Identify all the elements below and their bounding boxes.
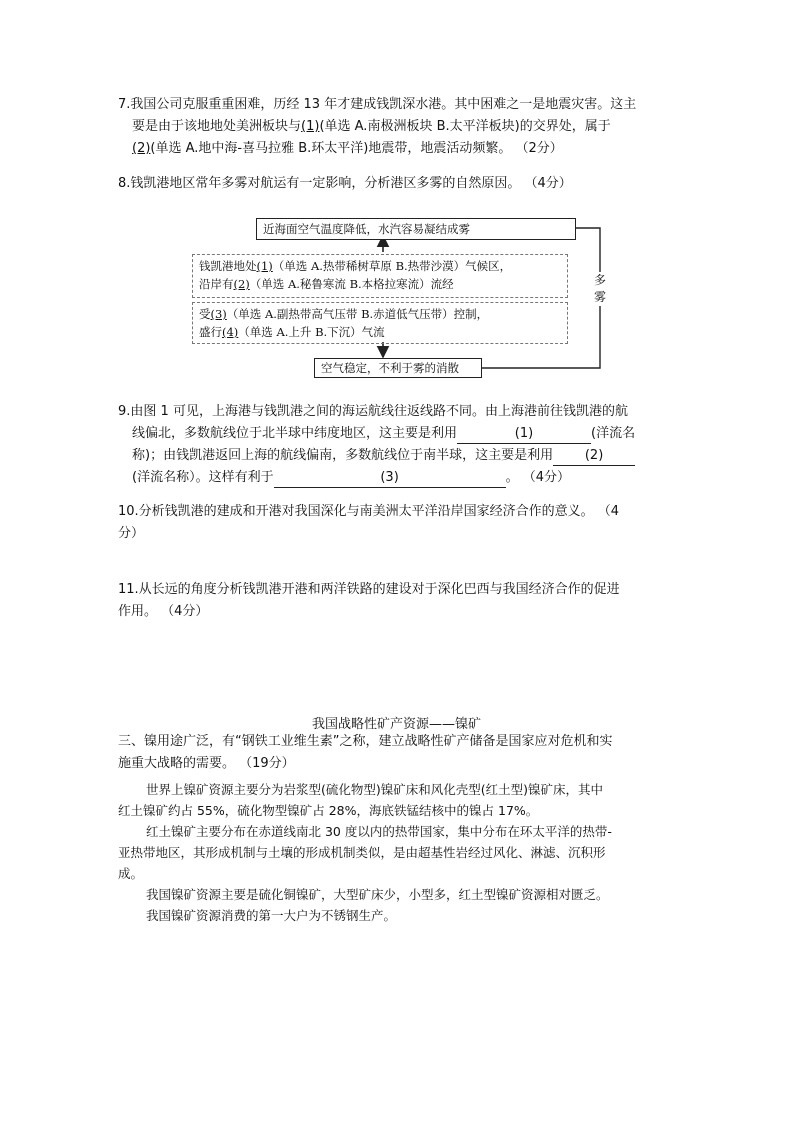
diagram-dashed-box-2 xyxy=(192,302,568,344)
q7-blank-2: (2) xyxy=(132,141,151,156)
p2-line-3: 成。 xyxy=(118,866,144,881)
dash2-line-2-pre: 盛行 xyxy=(199,325,222,339)
q9-line-3 xyxy=(118,445,678,467)
section-3-body xyxy=(118,779,678,926)
q7-line-3-text: (单选 A.地中海-喜马拉雅 B.环太平洋)地震带，地震活动频繁。 （2分） xyxy=(150,141,563,156)
q9-line-4-post: 。 （4分） xyxy=(505,470,570,485)
p3: 我国镍矿资源主要是硫化铜镍矿，大型矿床少，小型多，红土型镍矿资源相对匮乏。 xyxy=(146,887,609,902)
q9-line-4-text: (洋流名称）。这样有利于 xyxy=(132,470,274,485)
question-8 xyxy=(118,173,678,195)
dash1-line-2 xyxy=(199,275,561,293)
diagram-dashed-box-1 xyxy=(192,254,568,298)
q8-text: 8.钱凯港地区常年多雾对航运有一定影响，分析港区多雾的自然原因。 （4分） xyxy=(118,176,572,191)
dash2-line-1-pre: 受 xyxy=(199,307,211,321)
dash1-line-1 xyxy=(199,257,561,275)
dash2-line-1 xyxy=(199,305,561,323)
p1-line-1: 世界上镍矿资源主要分为岩浆型(硫化物型)镍矿床和风化壳型(红土型)镍矿床，其中 xyxy=(146,782,604,797)
section-3-intro-line-2: 施重大战略的需要。 （19分） xyxy=(118,756,295,771)
q9-line-3-text: 称)；由钱凯港返回上海的航线偏南，多数航线位于南半球，这主要是利用 xyxy=(132,448,554,463)
q7-blank-1: (1) xyxy=(301,119,320,134)
q9-line-2-post: (洋流名 xyxy=(591,426,636,441)
section-3-title: 我国战略性矿产资源——镍矿 xyxy=(311,717,481,732)
dash1-line-2-post: （单选 A.秘鲁寒流 B.本格拉寒流）流经 xyxy=(249,277,454,291)
dash1-line-2-pre: 沿岸有 xyxy=(199,277,234,291)
dash2-line-2-post: （单选 A.上升 B.下沉）气流 xyxy=(238,325,385,339)
dash1-blank-1: (1) xyxy=(256,259,273,273)
dash2-blank-4: (4) xyxy=(222,325,239,339)
section-3-intro-line-1: 三、镍用途广泛，有“钢铁工业维生素”之称，建立战略性矿产储备是国家应对危机和实 xyxy=(118,734,613,749)
question-11 xyxy=(118,579,678,623)
q7-line-2-text: 要是由于该地地处美洲板块与 xyxy=(132,119,302,134)
section-3-intro xyxy=(118,731,678,775)
side-label-char-1: 多 xyxy=(593,273,606,287)
q7-line-3 xyxy=(118,138,678,160)
q11-line-1: 11.从长远的角度分析钱凯港开港和两洋铁路的建设对于深化巴西与我国经济合作的促进 xyxy=(118,582,620,597)
q9-blank-3: (3) xyxy=(274,469,506,488)
fog-cause-diagram xyxy=(190,214,620,380)
diagram-side-label xyxy=(592,272,608,306)
q9-blank-2: (2) xyxy=(553,447,635,466)
diagram-bottom-box: 空气稳定，不利于雾的消散 xyxy=(314,358,482,378)
side-label-char-2: 雾 xyxy=(593,290,606,304)
p4: 我国镍矿资源消费的第一大户为不锈钢生产。 xyxy=(146,908,397,923)
diagram-top-box: 近海面空气温度降低，水汽容易凝结成雾 xyxy=(256,218,576,240)
question-9 xyxy=(118,401,678,489)
q9-line-1: 9.由图 1 可见，上海港与钱凯港之间的海运航线往返线路不同。由上海港前往钱凯港的航 xyxy=(118,404,628,419)
q9-blank-1: (1) xyxy=(457,425,591,444)
q7-line-2 xyxy=(118,116,678,138)
q7-line-1: 7.我国公司克服重重困难，历经 13 年才建成钱凯深水港。其中困难之一是地震灾害。这主 xyxy=(118,97,637,112)
q9-line-2 xyxy=(118,423,678,445)
dash1-line-1-pre: 钱凯港地处 xyxy=(199,259,257,273)
q10-line-2: 分） xyxy=(118,526,145,541)
q9-line-4 xyxy=(118,467,678,489)
q10-line-1: 10.分析钱凯港的建成和开港对我国深化与南美洲太平洋沿岸国家经济合作的意义。 （4 xyxy=(118,504,620,519)
question-7 xyxy=(118,94,678,160)
dash1-blank-2: (2) xyxy=(233,277,250,291)
feedback-loop-arrow xyxy=(482,228,600,368)
q9-line-2-text: 线偏北，多数航线位于北半球中纬度地区，这主要是利用 xyxy=(132,426,458,441)
p1-line-2: 红土镍矿约占 55%，硫化物型镍矿占 28%，海底铁锰结核中的镍占 17%。 xyxy=(118,803,539,818)
dash2-line-2 xyxy=(199,323,561,341)
dash2-line-1-post: （单选 A.副热带高气压带 B.赤道低气压带）控制， xyxy=(226,307,489,321)
p2-line-2: 亚热带地区，其形成机制与土壤的形成机制类似，是由超基性岩经过风化、淋滤、沉积形 xyxy=(118,845,606,860)
dash1-line-1-post: （单选 A.热带稀树草原 B.热带沙漠）气候区， xyxy=(272,259,512,273)
q11-line-2: 作用。 （4分） xyxy=(118,604,209,619)
dash2-blank-3: (3) xyxy=(210,307,227,321)
q7-line-2-options: (单选 A.南极洲板块 B.太平洋板块)的交界处，属于 xyxy=(319,119,611,134)
p2-line-1: 红土镍矿主要分布在赤道线南北 30 度以内的热带国家，集中分布在环太平洋的热带- xyxy=(146,824,612,839)
question-10 xyxy=(118,501,678,545)
